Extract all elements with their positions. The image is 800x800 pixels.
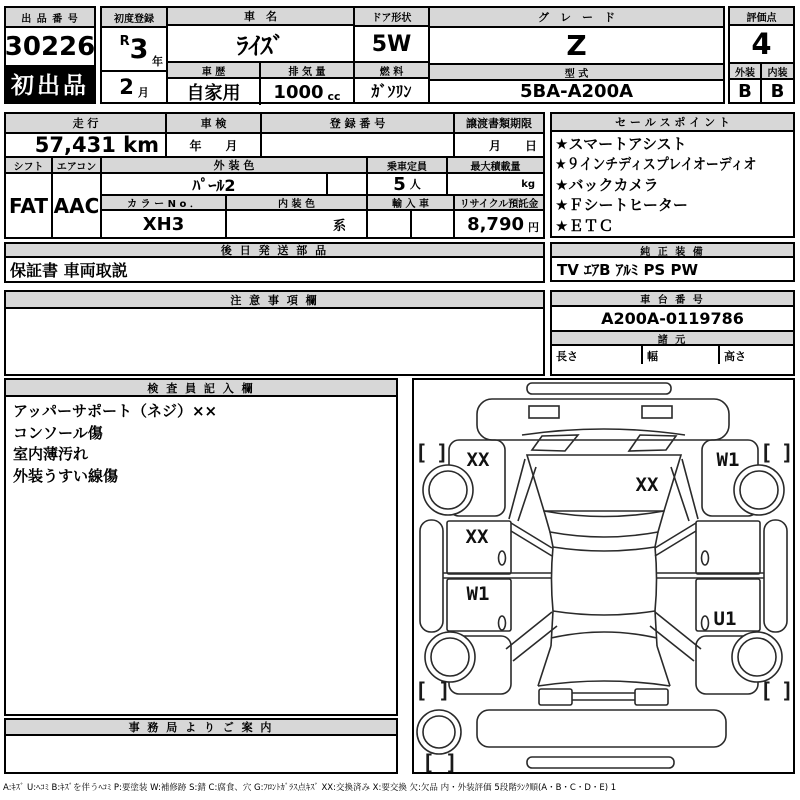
score-value: 4 (730, 26, 793, 64)
door-value: 5W (355, 27, 428, 63)
roof-left-edge (552, 547, 554, 611)
capacity-value: 5 (393, 173, 406, 195)
damage-marker-rear-right-door: U1 (713, 608, 737, 630)
car-name-value: ﾗｲｽﾞ (168, 26, 353, 63)
import-label: 輸 入 車 (368, 196, 455, 211)
roof-left-join (550, 532, 553, 547)
hatch-left-edge (538, 646, 551, 686)
chassis-box (550, 290, 795, 376)
right-front-door-handle (702, 551, 709, 565)
bracket-top-right-close: ] (781, 441, 793, 465)
rear-bumper (477, 710, 726, 747)
vehicle-detail-table (4, 112, 545, 239)
displacement-value: 1000 (273, 81, 324, 103)
cowl-arc (522, 429, 685, 435)
office-notice-box (4, 718, 398, 774)
rear-bottom-strip (527, 757, 674, 768)
right-rear-door-handle (702, 616, 709, 630)
rear-right-join (655, 611, 657, 646)
chassis-value: A200A-0119786 (552, 307, 793, 332)
bracket-spare: [ (422, 751, 435, 772)
transfer-label: 譲渡書類期限 (455, 114, 543, 134)
right-a-pillar (682, 459, 698, 519)
damage-marker-front-left-fender: XX (466, 449, 490, 471)
left-taillight (539, 689, 572, 705)
front-bumper (477, 399, 729, 440)
left-rear-door-handle (499, 616, 506, 630)
mileage-value: 57,431 km (6, 134, 167, 158)
car-diagram (414, 380, 793, 772)
recycle-label: リサイクル預託金 (455, 196, 543, 211)
front-left-light (529, 406, 559, 418)
payload-label: 最大積載量 (448, 158, 543, 174)
left-sill (420, 520, 443, 632)
yen-suffix: 円 (528, 221, 539, 234)
genuine-equipment-value: TV ｴｱB ｱﾙﾐ PS PW (557, 260, 698, 279)
first-reg-label: 初度登録 (102, 8, 166, 28)
genuine-equipment-box (550, 242, 795, 282)
recycle-fee: 8,790 (467, 213, 524, 235)
door-label: ドア形状 (355, 8, 428, 27)
interior-label: 内装 (762, 64, 793, 78)
sales-point-item: ★ＥＴＣ (555, 216, 614, 235)
model-code: 5BA-A200A (519, 81, 634, 102)
spec-width-label: 幅 (643, 346, 720, 364)
capacity-label: 乗車定員 (368, 158, 448, 174)
int-color-label: 内 装 色 (227, 196, 368, 211)
bracket-spare-close: ] (445, 751, 458, 772)
left-wiper (532, 435, 578, 451)
ext-color-value: ﾊﾟｰﾙ2 (102, 174, 328, 196)
shift-label: シフト (6, 158, 53, 174)
shipping-parts-box (4, 242, 545, 283)
notes-title: 注 意 事 項 欄 (6, 292, 543, 309)
lot-box (4, 6, 96, 104)
inspector-note-line: 室内薄汚れ (13, 445, 89, 463)
inspector-notes-box (4, 378, 398, 716)
inspection-label: 車 検 (167, 114, 262, 134)
lot-number: 30226 (4, 31, 96, 62)
model-label: 型 式 (430, 65, 723, 81)
inspection-value: 年 月 (167, 134, 262, 158)
right-wiper (629, 435, 676, 451)
month-suffix: 月 (137, 86, 149, 99)
sales-points-box (550, 112, 795, 238)
front-top-strip (527, 383, 671, 394)
chassis-title: 車 台 番 号 (552, 292, 793, 307)
genuine-equipment-title: 純 正 装 備 (552, 244, 793, 258)
roof-arc-bottom (553, 611, 655, 615)
reg-number-value (262, 134, 455, 158)
inspector-note-line: アッパーサポート（ネジ）×× (13, 402, 218, 420)
front-left-wheel (423, 465, 473, 515)
inspector-notes-body (6, 397, 396, 491)
bracket-top-left: [ (415, 441, 428, 465)
left-a-pillar (509, 459, 525, 519)
mileage-label: 走 行 (6, 114, 167, 134)
left-front-door-handle (499, 551, 506, 565)
damage-marker-front-left-door: XX (465, 526, 489, 548)
bracket-top-left-close: ] (436, 441, 449, 465)
bracket-bottom-right: [ (760, 679, 773, 703)
inspector-note-line: コンソール傷 (13, 423, 103, 442)
rear-left-wheel (425, 632, 475, 682)
inspector-note-line: 外装うすい線傷 (13, 466, 119, 485)
shift-value: FAT (6, 174, 53, 237)
right-front-door (696, 521, 760, 574)
sales-point-item: ★Ｆシートヒーター (555, 196, 688, 215)
int-color-suffix: 系 (227, 211, 368, 237)
sales-point-item: ★バックカメラ (555, 175, 659, 194)
fuel-value: ｶﾞｿﾘﾝ (371, 82, 412, 101)
damage-marker-windshield: XX (635, 474, 659, 496)
hatch-bottom (538, 681, 670, 686)
notes-value (6, 309, 543, 374)
car-name-label: 車 名 (168, 8, 353, 26)
office-notice-title: 事 務 局 よ り ご 案 内 (6, 720, 396, 736)
import-cell-1 (368, 211, 412, 237)
hatch-right-edge (657, 646, 670, 686)
import-cell-2 (412, 211, 455, 237)
right-sill (764, 520, 787, 632)
bracket-top-right: [ (760, 441, 773, 465)
payload-unit: kg (448, 174, 543, 196)
sales-points-list (552, 132, 793, 238)
front-right-wheel (734, 465, 784, 515)
bracket-bottom-right-close: ] (781, 679, 793, 703)
aircon-label: エアコン (53, 158, 102, 174)
fuel-label: 燃 料 (355, 63, 428, 79)
score-label: 評価点 (730, 8, 793, 26)
damage-diagram-box (412, 378, 795, 774)
legend-text: A:ｷｽﾞ U:ﾍｺﾐ B:ｷｽﾞを伴うﾍｺﾐ P:要塗装 W:補修跡 S:錆 C:腐食、穴 G:ﾌﾛﾝﾄｶﾞﾗｽ点ｷｽﾞ XX:交換済み X:要交換 欠:欠品 内・外装評価 5段階ﾗﾝｸ順(A・B・C・D・E) 1 (3, 783, 617, 793)
score-box (728, 6, 795, 104)
year-suffix: 年 (152, 55, 163, 68)
ext-color-extra-cell (328, 174, 368, 196)
interior-grade: B (770, 80, 785, 102)
capacity-unit: 人 (409, 178, 421, 191)
sales-point-item: ★９インチディスプレイオーディオ (555, 155, 757, 174)
color-no-label: カ ラ ー N o ． (102, 196, 227, 211)
first-listing-badge: 初出品 (6, 65, 94, 102)
grade-value: Z (430, 28, 723, 65)
displacement-unit: cc (327, 90, 341, 103)
header-table (100, 6, 725, 104)
grade-label: グ レ ー ド (430, 8, 723, 28)
shipping-parts-value: 保証書 車両取説 (10, 261, 128, 280)
ext-color-label: 外 装 色 (102, 158, 368, 174)
shipping-parts-title: 後 日 発 送 部 品 (6, 244, 543, 258)
damage-marker-rear-left-door: W1 (466, 583, 490, 605)
front-right-light (642, 406, 672, 418)
exterior-label: 外装 (730, 64, 762, 78)
first-reg-month: 2 (119, 75, 134, 99)
notes-box (4, 290, 545, 376)
roof-arc-top (553, 547, 655, 551)
bracket-bottom-left-close: ] (438, 679, 451, 703)
history-value: 自家用 (168, 79, 261, 105)
sales-point-item: ★スマートアシスト (555, 135, 687, 153)
sales-points-title: セ ー ル ス ポ イ ン ト (552, 114, 793, 132)
right-taillight (635, 689, 668, 705)
right-c-pillar (655, 612, 701, 649)
roof-right-join (655, 532, 658, 547)
rear-window-arc (551, 632, 657, 638)
lot-label: 出 品 番 号 (6, 8, 94, 28)
inspector-notes-title: 検 査 員 記 入 欄 (6, 380, 396, 397)
rear-right-wheel (732, 632, 782, 682)
transfer-value: 月 日 (455, 134, 543, 158)
displacement-label: 排 気 量 (261, 63, 353, 77)
first-reg-year: 3 (129, 33, 149, 65)
reg-number-label: 登 録 番 号 (262, 114, 455, 134)
aircon-value: AAC (53, 174, 102, 237)
spec-height-label: 高さ (724, 350, 746, 363)
color-no-value: XH3 (102, 211, 227, 237)
roof-right-edge (655, 547, 657, 611)
first-reg-era: R (119, 34, 130, 49)
exterior-grade: B (730, 80, 762, 102)
bracket-bottom-left: [ (415, 679, 428, 703)
left-c-pillar (506, 612, 552, 649)
roof-front-band (544, 511, 664, 537)
specs-title: 諸 元 (552, 332, 793, 346)
spec-length-label: 長さ (552, 346, 643, 364)
history-label: 車 歴 (168, 63, 261, 77)
damage-marker-front-right-fender: W1 (716, 449, 740, 471)
